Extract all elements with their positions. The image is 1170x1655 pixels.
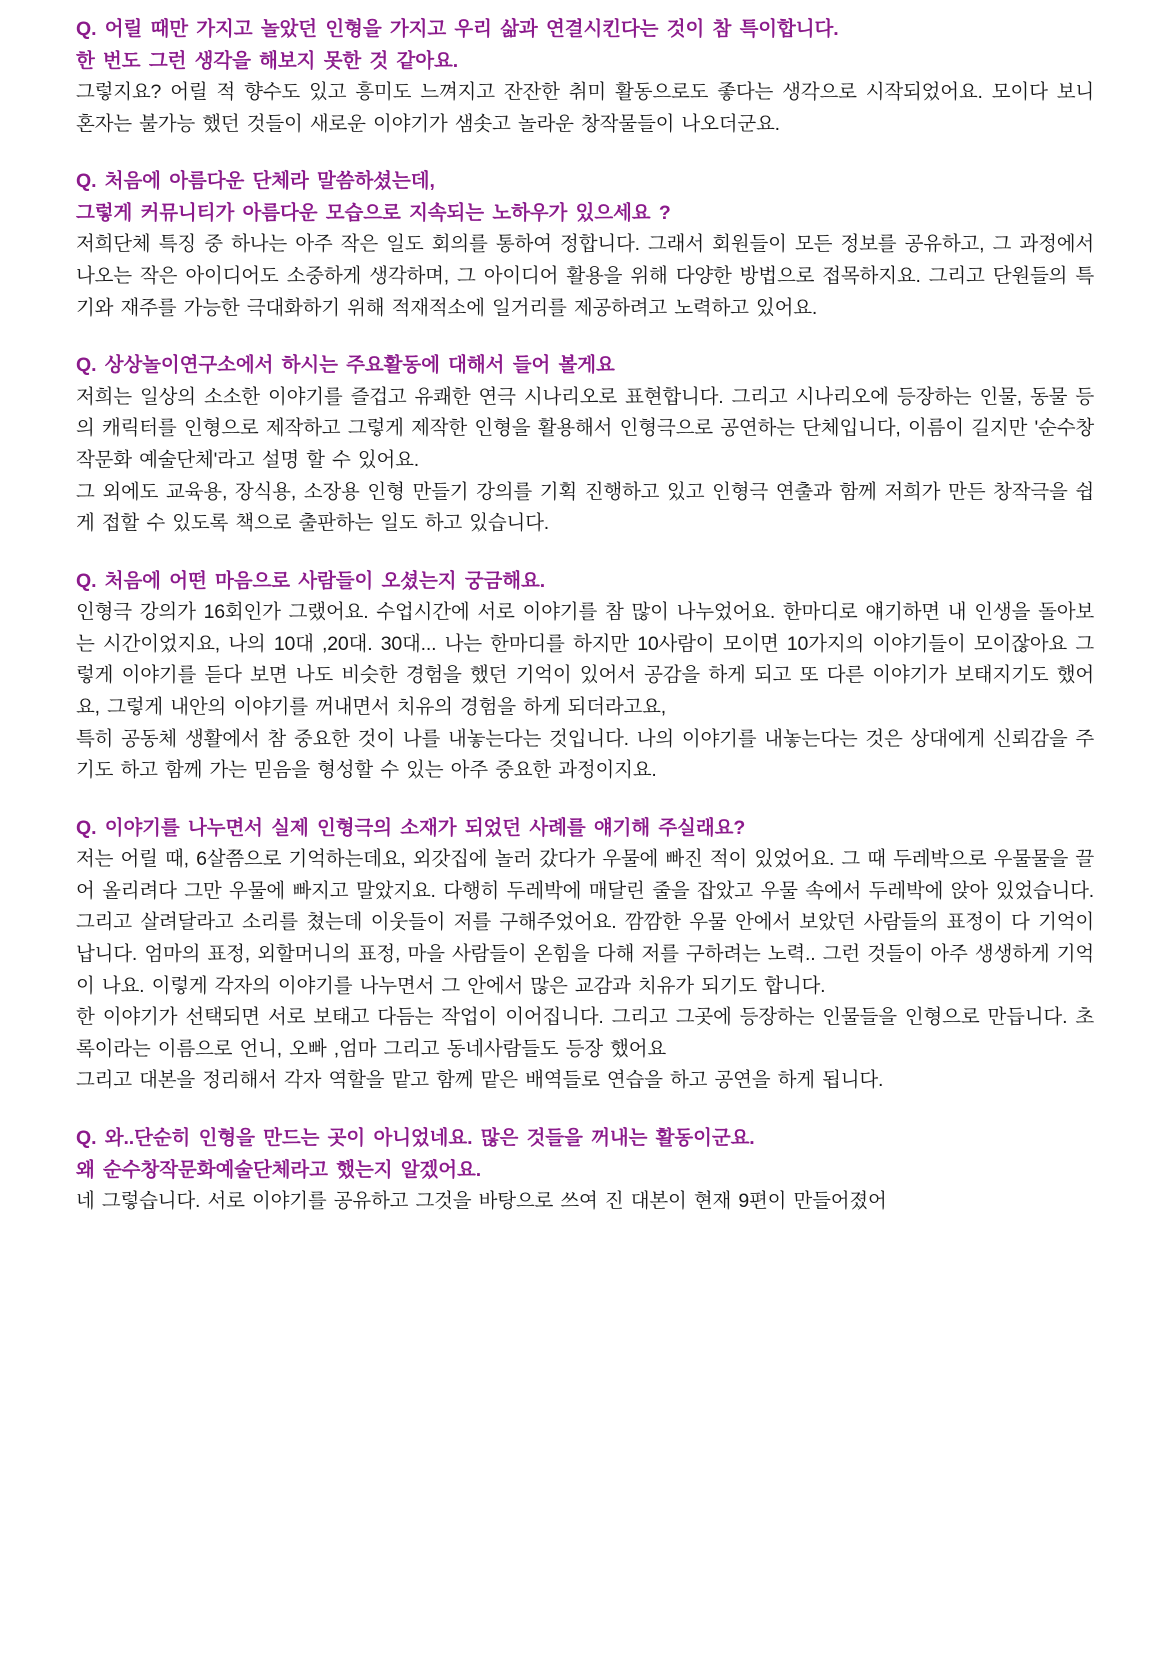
question-line: Q. 처음에 어떤 마음으로 사람들이 오셨는지 궁금해요. [76,569,546,592]
answer-paragraph: 인형극 강의가 16회인가 그랬어요. 수업시간에 서로 이야기를 참 많이 나누었어요. 한마디로 얘기하면 내 인생을 돌아보는 시간이었지요, 나의 10대 ,20대. 30대... 나는 한마디를 하지만 10사람이 모이면 10가지의 이야기들이 모이잖아요 그렇게 이야기를 듣다 보면 나도 비슷한 경험을 했던 기억이 있어서 공감을 하게 되고 또 다른 이야기가 보태지기도 했어요, 그렇게 내안의 이야기를 꺼내면서 치유의 경험을 하게 되더라고요, [76,601,1094,718]
question-line: Q. 처음에 아름다운 단체라 말씀하셨는데, [76,170,435,193]
answer-paragraph: 그렇지요? 어릴 적 향수도 있고 흥미도 느껴지고 잔잔한 취미 활동으로도 좋다는 생각으로 시작되었어요. 모이다 보니 혼자는 불가능 했던 것들이 새로운 이야기가 샘솟고 놀라운 창작물들이 나오더군요. [76,81,1094,135]
answer-paragraph: 그 외에도 교육용, 장식용, 소장용 인형 만들기 강의를 기획 진행하고 있고 인형극 연출과 함께 저희가 만든 창작극을 쉽게 접할 수 있도록 책으로 출판하는 일도 하고 있습니다. [76,480,1094,535]
question-line: 그렇게 커뮤니티가 아름다운 모습으로 지속되는 노하우가 있으세요 ? [76,201,671,224]
question-line: Q. 상상놀이연구소에서 하시는 주요활동에 대해서 들어 볼게요 [76,354,615,377]
answer-paragraph: 한 이야기가 선택되면 서로 보태고 다듬는 작업이 이어집니다. 그리고 그곳에 등장하는 인물들을 인형으로 만듭니다. 초록이라는 이름으로 언니, 오빠 ,엄마 그리고 동네사람들도 등장 했어요 [76,1006,1094,1060]
question-line: 왜 순수창작문화예술단체라고 했는지 알겠어요. [76,1158,482,1181]
answer-paragraph: 네 그렇습니다. 서로 이야기를 공유하고 그것을 바탕으로 쓰여 진 대본이 현재 9편이 만들어졌어 [76,1190,887,1213]
answer-paragraph: 그리고 대본을 정리해서 각자 역할을 맡고 함께 맡은 배역들로 연습을 하고 공연을 하게 됩니다. [76,1069,884,1092]
question-line: Q. 이야기를 나누면서 실제 인형극의 소재가 되었던 사례를 얘기해 주실래요? [76,816,746,839]
answer-paragraph: 특히 공동체 생활에서 참 중요한 것이 나를 내놓는다는 것입니다. 나의 이야기를 내놓는다는 것은 상대에게 신뢰감을 주기도 하고 함께 가는 믿음을 형성할 수 있는 아주 중요한 과정이지요. [76,727,1094,782]
qa-block [76,813,1094,1097]
qa-block [76,1123,1094,1218]
answer-paragraph: 저희는 일상의 소소한 이야기를 즐겁고 유쾌한 연극 시나리오로 표현합니다. 그리고 시나리오에 등장하는 인물, 동물 등의 캐릭터를 인형으로 제작하고 그렇게 제작한 인형을 활용해서 인형극으로 공연하는 단체입니다, 이름이 길지만 '순수창작문화 예술단체'라고 설명 할 수 있어요. [76,385,1094,471]
question-line: Q. 어릴 때만 가지고 놀았던 인형을 가지고 우리 삶과 연결시킨다는 것이 참 특이합니다. [76,18,839,40]
qa-block [76,14,1094,140]
qa-block [76,566,1094,787]
qa-block [76,350,1094,539]
answer-paragraph: 저는 어릴 때, 6살쯤으로 기억하는데요, 외갓집에 놀러 갔다가 우물에 빠진 적이 있었어요. 그 때 두레박으로 우물물을 끌어 올리려다 그만 우물에 빠지고 말았지요. 다행히 두레박에 매달린 줄을 잡았고 우물 속에서 두레박에 앉아 있었습니다. 그리고 살려달라고 소리를 쳤는데 이웃들이 저를 구해주었어요. 깜깜한 우물 안에서 보았던 사람들의 표정이 다 기억이 납니다. 엄마의 표정, 외할머니의 표정, 마을 사람들이 온힘을 다해 저를 구하려는 노력.. 그런 것들이 아주 생생하게 기억이 나요. 이렇게 각자의 이야기를 나누면서 그 안에서 많은 교감과 치유가 되기도 합니다. [76,848,1094,997]
qa-block [76,166,1094,324]
question-line: 한 번도 그런 생각을 해보지 못한 것 같아요. [76,49,459,72]
answer-paragraph: 저희단체 특징 중 하나는 아주 작은 일도 회의를 통하여 정합니다. 그래서 회원들이 모든 정보를 공유하고, 그 과정에서 나오는 작은 아이디어도 소중하게 생각하며, 그 아이디어 활용을 위해 다양한 방법으로 접목하지요. 그리고 단원들의 특기와 재주를 가능한 극대화하기 위해 적재적소에 일거리를 제공하려고 노력하고 있어요. [76,233,1094,319]
question-line: Q. 와..단순히 인형을 만드는 곳이 아니었네요. 많은 것들을 꺼내는 활동이군요. [76,1126,755,1149]
